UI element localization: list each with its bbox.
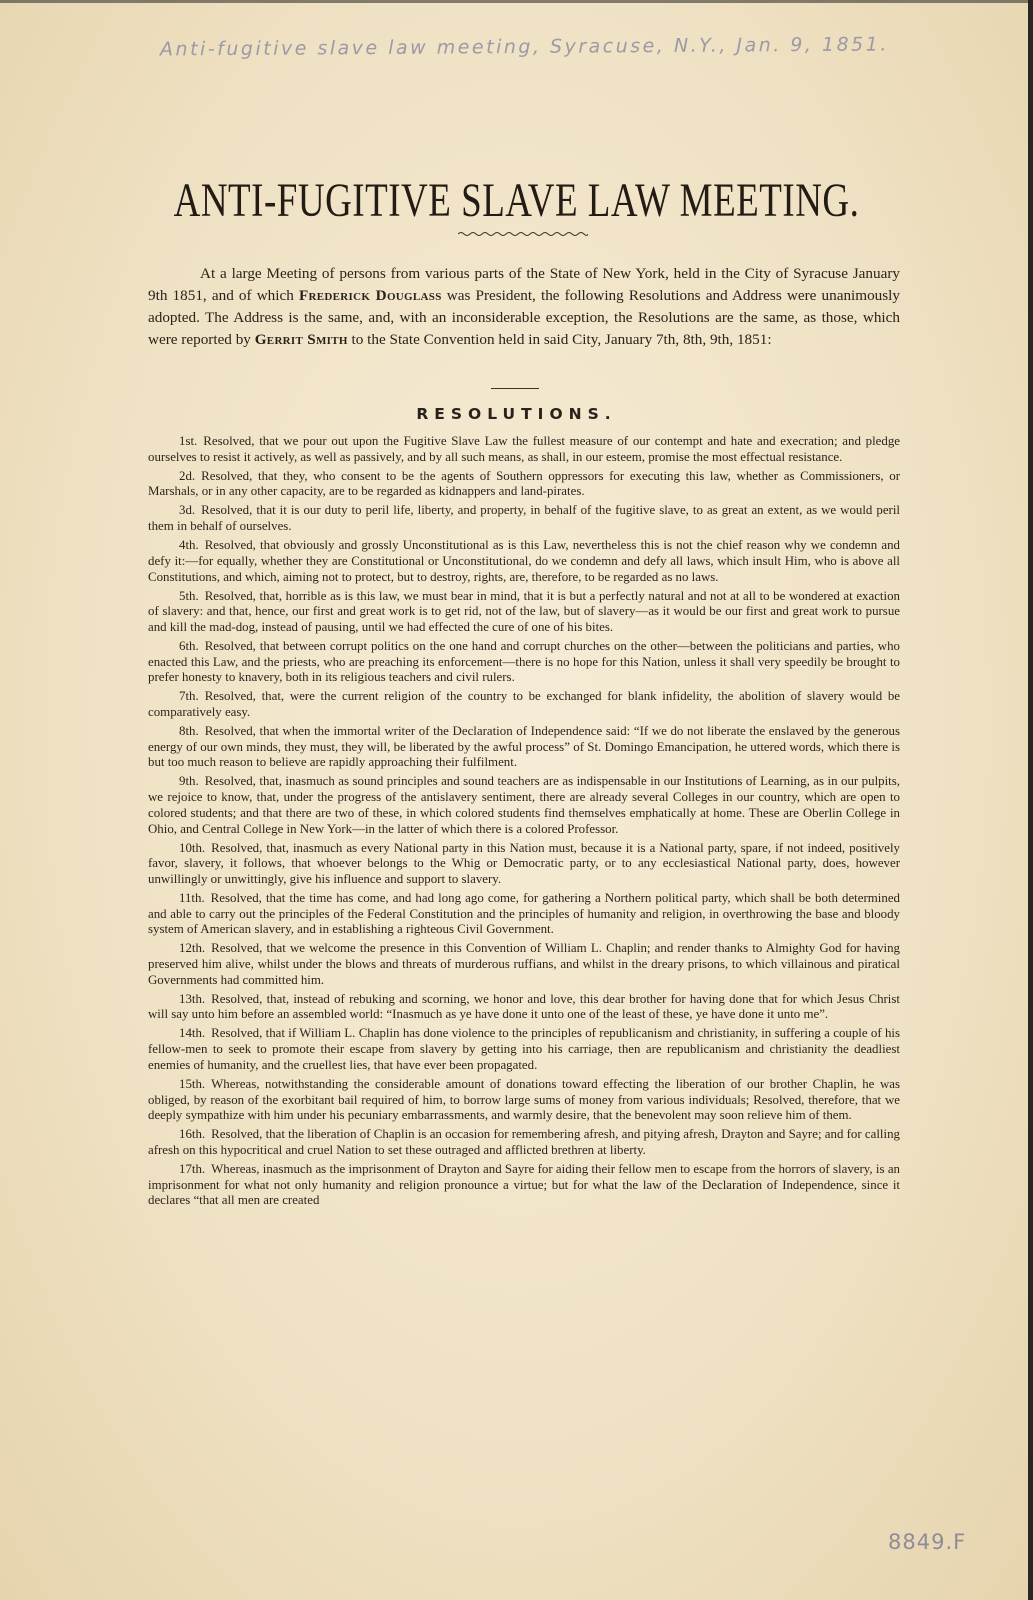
resolution-number: 2d.	[179, 468, 196, 483]
resolution-number: 5th.	[179, 588, 199, 603]
resolution-number: 9th.	[179, 774, 199, 789]
resolution-text: Whereas, notwithstanding the considerable amount of donations toward effecting the liberation of our brother Chaplin, he was obliged, by reason of the exorbitant bail required of him, to borrow large sums of money from various individuals; Resolved, therefore, that we deeply sympathize with him under his pecuniary embarrassments, and warmly desire, that the benevolent may soon relieve him of them.	[148, 1076, 900, 1123]
resolution-text: Resolved, that it is our duty to peril life, liberty, and property, in behalf of the fugitive slave, to as great an extent, as we would peril them in behalf of ourselves.	[148, 503, 900, 534]
resolution-text: Resolved, that, inasmuch as sound principles and sound teachers are as indispensable in our Institutions of Learning, as in our pulpits, we rejoice to know, that, under the progress of the antislavery sentiment, there are already several Colleges in our country, which are open to colored students; and that there are two of these, in which colored students find themselves emphatically at home. These are Oberlin College in Ohio, and Central College in New York—in the latter of which there is a colored Professor.	[148, 774, 900, 836]
resolution-number: 17th.	[179, 1161, 206, 1176]
resolution-text: Resolved, that, horrible as is this law, we must bear in mind, that it is but a perfectly natural and not at all to be wondered at exaction of slavery: and that, hence, our first and great work is to get rid, not of the law, but of slavery—as it would be our first and great work to pursue and kill the mad-dog, instead of pausing, until we had effected the cure of one of his bites.	[148, 588, 900, 634]
resolution-item	[148, 689, 900, 720]
page-top-edge	[0, 0, 1033, 3]
resolution-number: 7th.	[179, 689, 199, 704]
intro-text-1: At a large Meeting of persons from various parts of the State of New York, held in the City of Syracuse January 9th 1851, and of which	[148, 265, 900, 304]
resolution-item	[148, 589, 900, 636]
resolution-text: Resolved, that, inasmuch as every National party in this Nation must, because it is a National party, spare, if not indeed, positively favor, slavery, it follows, that whoever belongs to the Whig or Democratic party, or to any ecclesiastical National party, does, however unwillingly or unwittingly, give his influence and support to slavery.	[148, 840, 900, 886]
resolution-number: 3d.	[179, 503, 196, 518]
resolution-item	[148, 941, 900, 988]
resolution-text: Whereas, inasmuch as the imprisonment of Drayton and Sayre for aiding their fellow men to escape from the horrors of slavery, is an imprisonment for what not only humanity and religion pronounce a virtue; but for what the law of the Declaration of Independence, since it declares “that all men are created	[148, 1161, 900, 1208]
resolution-item	[148, 538, 900, 585]
resolution-item	[148, 1127, 900, 1158]
resolution-item	[148, 1026, 900, 1073]
resolution-text: Resolved, that, instead of rebuking and scorning, we honor and love, this dear brother for having done that for which Jesus Christ will say unto him before an assembled world: “Inasmuch as ye have done it unto one of the least of these, ye have done it unto me”.	[148, 991, 900, 1022]
resolution-text: Resolved, that we welcome the presence in this Convention of William L. Chaplin; and render thanks to Almighty God for having preserved him alive, whilst under the blows and threats of murderous ruffians, and whilst in the dreary prisons, to which villainous and piratical Governments had committed him.	[148, 941, 900, 987]
intro-text-2: was President, the following Resolutions and Address were unanimously adopted. The Address is the same, and, with an inconsiderable exception, the Resolutions are the same, as those, which were reported by	[148, 287, 900, 348]
resolution-number: 6th.	[179, 638, 199, 653]
resolution-number: 1st.	[179, 434, 198, 448]
resolution-text: Resolved, that, were the current religion of the country to be exchanged for blank infidelity, the abolition of slavery would be comparatively easy.	[148, 689, 900, 720]
handwritten-annotation: Anti-fugitive slave law meeting, Syracuse, N.Y., Jan. 9, 1851.	[159, 33, 889, 61]
resolution-number: 14th.	[179, 1026, 206, 1041]
resolution-item	[148, 1162, 900, 1209]
resolution-text: Resolved, that if William L. Chaplin has done violence to the principles of republicanism and christianity, in suffering a couple of his fellow-men to seek to promote their escape from slavery by getting into his carriage, then are republicanism and christianity the deadliest enemies of humanity, and the cruellest lies, that have ever been propagated.	[148, 1026, 900, 1072]
resolution-number: 16th.	[179, 1127, 206, 1142]
resolution-text: Resolved, that we pour out upon the Fugitive Slave Law the fullest measure of our contempt and hate and execration; and pledge ourselves to resist it actively, as well as passively, and by all such means, as shall, in our esteem, promise the most effectual resistance.	[148, 434, 900, 464]
resolution-item	[148, 434, 900, 465]
resolutions-heading: RESOLUTIONS.	[416, 405, 617, 423]
resolution-number: 12th.	[179, 941, 206, 956]
resolution-text: Resolved, that between corrupt politics on the one hand and corrupt churches on the other—between the politicians and parties, who enacted this Law, and the priests, who are preaching its enforcement—there is no hope for this Nation, unless it shall very speedily be brought to prefer honesty to knavery, both in its religious teachers and civil rulers.	[148, 638, 900, 685]
intro-paragraph	[148, 263, 900, 351]
resolution-item	[148, 891, 900, 938]
document-title: ANTI-FUGITIVE SLAVE LAW MEETING.	[173, 175, 860, 228]
resolution-text: Resolved, that the time has come, and had long ago come, for gathering a Northern political party, which shall be both determined and able to carry out the principles of the Federal Constitution and the principles of humanity and religion, in overthrowing the base and bloody system of American slavery, and in establishing a righteous Civil Government.	[148, 890, 900, 937]
intro-text-3: to the State Convention held in said City, January 7th, 8th, 9th, 1851:	[347, 331, 772, 348]
title-ornament	[458, 230, 588, 238]
section-divider	[491, 388, 539, 389]
resolution-text: Resolved, that they, who consent to be the agents of Southern oppressors for executing this law, whether as Commissioners, or Marshals, or in any other capacity, are to be regarded as kidnappers and land-pirates.	[148, 468, 900, 499]
resolution-item	[148, 1077, 900, 1124]
catalog-number: 8849.F	[888, 1530, 967, 1554]
resolution-text: Resolved, that obviously and grossly Unconstitutional as is this Law, nevertheless this is not the chief reason why we condemn and defy it:—for equally, whether they are Constitutional or Unconstitutional, do we condemn and defy all laws, which insult Him, who is above all Constitutions, and which, aiming not to protect, but to destroy, rights, are, therefore, to be regarded as no laws.	[148, 538, 900, 584]
resolution-item	[148, 841, 900, 888]
resolution-number: 13th.	[179, 991, 206, 1006]
reporter-name: Gerrit Smith	[254, 331, 348, 348]
resolution-item	[148, 724, 900, 771]
resolution-item	[148, 639, 900, 686]
resolution-text: Resolved, that when the immortal writer of the Declaration of Independence said: “If we do not liberate the enslaved by the generous energy of our own minds, they must, they will, be liberated by the awful process” of St. Domingo Emancipation, he uttered words, which there is but too much reason to believe are rapidly approaching their fulfilment.	[148, 724, 900, 770]
resolution-number: 4th.	[179, 538, 199, 553]
resolution-item	[148, 503, 900, 534]
resolutions-list	[148, 434, 900, 1212]
president-name: Frederick Douglass	[298, 287, 442, 304]
resolution-item	[148, 774, 900, 837]
resolution-item	[148, 992, 900, 1023]
page-right-edge	[1028, 0, 1033, 1600]
resolution-text: Resolved, that the liberation of Chaplin is an occasion for remembering afresh, and pitying afresh, Drayton and Sayre; and for calling afresh on this hypocritical and cruel Nation to set these outraged and afflicted brethren at liberty.	[148, 1127, 900, 1157]
resolution-item	[148, 469, 900, 500]
resolution-number: 8th.	[179, 724, 199, 739]
resolution-number: 11th.	[179, 890, 205, 905]
resolution-number: 15th.	[179, 1076, 206, 1091]
resolution-number: 10th.	[179, 840, 206, 855]
